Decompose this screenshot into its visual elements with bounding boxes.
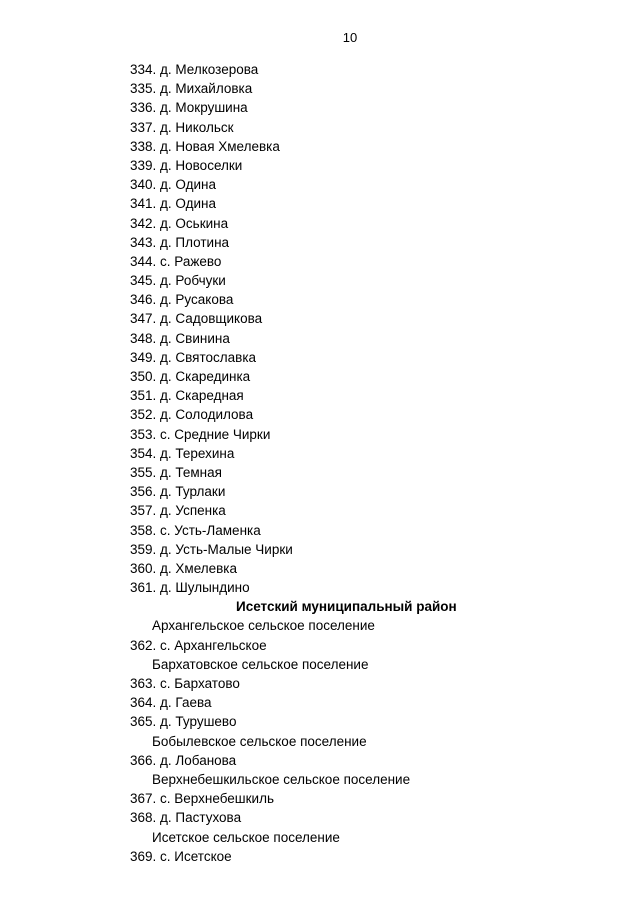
locality-entry: 344. с. Ражево [130,253,222,269]
locality-entry: 363. с. Бархатово [130,676,240,691]
locality-entry: 334. д. Мелкозерова [130,62,259,77]
locality-entry: 352. д. Солодилова [130,407,254,423]
locality-entry: 366. д. Лобанова [130,752,237,768]
locality-entry: 361. д. Шулындино [130,580,250,596]
locality-entry: 369. с. Исетское [130,848,232,864]
locality-entry: 353. с. Средние Чирки [130,426,271,442]
locality-entry: 367. с. Верхнебешкиль [130,791,274,807]
locality-entry: 339. д. Новоселки [130,157,243,173]
settlement-heading: Бархатовское сельское поселение [152,656,369,672]
locality-entry: 350. д. Скарединка [130,369,251,384]
locality-entry: 351. д. Скаредная [130,388,244,404]
locality-entry: 359. д. Усть-Малые Чирки [130,541,293,557]
settlement-heading: Бобылевское сельское поселение [152,733,367,749]
locality-entry: 360. д. Хмелевка [130,560,238,576]
locality-entry: 357. д. Успенка [130,503,226,519]
settlement-heading: Архангельское сельское поселение [152,618,375,634]
locality-entry: 343. д. Плотина [130,234,230,250]
settlement-heading: Верхнебешкильское сельское поселение [152,771,411,787]
locality-entry: 336. д. Мокрушина [130,100,248,116]
locality-entry: 346. д. Русакова [130,292,234,308]
locality-entry: 354. д. Терехина [130,445,235,461]
locality-entry: 362. с. Архангельское [130,637,267,653]
locality-entry: 347. д. Садовщикова [130,311,263,327]
locality-entry: 349. д. Святославка [130,349,257,365]
locality-entry: 355. д. Темная [130,464,222,480]
locality-list [130,60,590,866]
locality-entry: 365. д. Турушево [130,714,237,730]
locality-entry: 348. д. Свинина [130,330,230,346]
locality-entry: 341. д. Одина [130,196,216,212]
locality-entry: 364. д. Гаева [130,695,212,711]
locality-entry: 368. д. Пастухова [130,810,242,826]
locality-entry: 335. д. Михайловка [130,81,253,97]
locality-entry: 340. д. Одина [130,177,216,193]
settlement-heading: Исетское сельское поселение [152,829,340,845]
locality-entry: 337. д. Никольск [130,119,234,135]
district-heading: Исетский муниципальный район [236,599,457,615]
locality-entry: 342. д. Оськина [130,215,229,231]
locality-entry: 338. д. Новая Хмелевка [130,138,280,154]
locality-entry: 345. д. Робчуки [130,273,226,289]
locality-entry: 358. с. Усть-Ламенка [130,522,261,538]
locality-entry: 356. д. Турлаки [130,484,226,500]
page-number: 10 [342,30,358,45]
